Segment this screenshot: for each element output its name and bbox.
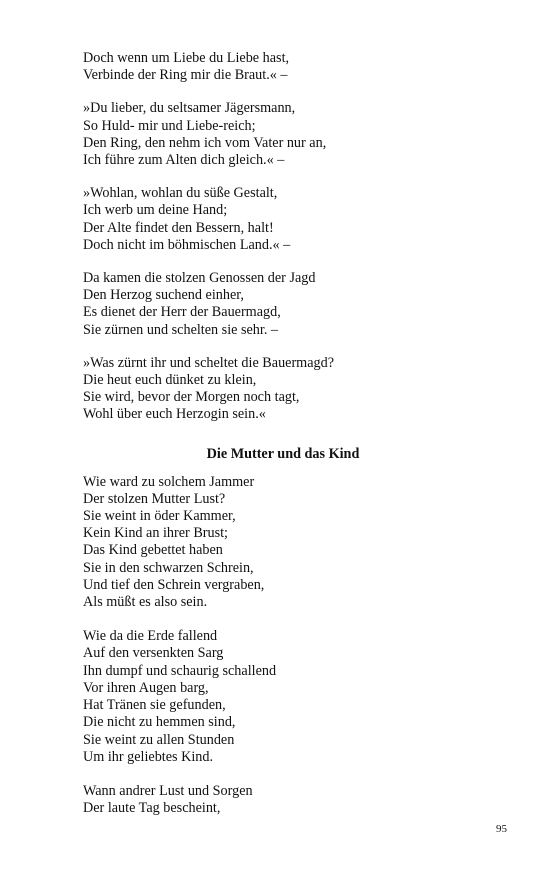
verse-line: Auf den versenkten Sarg — [83, 645, 224, 662]
verse-line: Ihn dumpf und schaurig schallend — [83, 662, 277, 679]
stanza — [83, 185, 483, 254]
verse-line: Den Ring, den nehm ich vom Vater nur an, — [83, 134, 327, 151]
verse-line: Kein Kind an ihrer Brust; — [83, 525, 228, 542]
stanza — [83, 783, 483, 817]
verse-line: Doch wenn um Liebe du Liebe hast, — [83, 50, 290, 66]
verse-line: Um ihr geliebtes Kind. — [83, 748, 214, 765]
stanza — [83, 50, 483, 84]
stanza — [83, 100, 483, 169]
verse-line: Hat Tränen sie gefunden, — [83, 697, 226, 714]
verse-line: Sie zürnen und schelten sie sehr. – — [83, 321, 279, 338]
verse-line: Und tief den Schrein vergraben, — [83, 576, 265, 593]
verse-line: Der Alte findet den Bessern, halt! — [83, 219, 274, 236]
verse-line: Das Kind gebettet haben — [83, 542, 223, 559]
verse-line: »Was zürnt ihr und scheltet die Bauermagd? — [83, 354, 334, 371]
page-number: 95 — [496, 823, 507, 835]
verse-line: Verbinde der Ring mir die Braut.« – — [83, 67, 288, 84]
stanza — [83, 474, 483, 612]
verse-line: So Huld- mir und Liebe-reich; — [83, 117, 256, 134]
stanza — [83, 355, 483, 424]
verse-line: Wie da die Erde fallend — [83, 628, 218, 645]
verse-line: Ich werb um deine Hand; — [83, 202, 228, 219]
verse-line: Doch nicht im böhmischen Land.« – — [83, 236, 291, 253]
verse-line: Der laute Tag bescheint, — [83, 800, 221, 817]
verse-line: Vor ihren Augen barg, — [83, 679, 209, 696]
verse-line: Da kamen die stolzen Genossen der Jagd — [83, 270, 316, 287]
verse-line: Wie ward zu solchem Jammer — [83, 473, 255, 490]
poem-title: Die Mutter und das Kind — [206, 445, 360, 462]
verse-line: »Du lieber, du seltsamer Jägersmann, — [83, 100, 296, 117]
stanza — [83, 270, 483, 339]
text-column — [83, 50, 483, 817]
verse-line: Als müßt es also sein. — [83, 594, 208, 611]
verse-line: Die nicht zu hemmen sind, — [83, 714, 236, 731]
verse-line: Der stolzen Mutter Lust? — [83, 490, 226, 507]
verse-line: Die heut euch dünket zu klein, — [83, 372, 257, 389]
stanza — [83, 628, 483, 766]
verse-line: Es dienet der Herr der Bauermagd, — [83, 304, 281, 321]
verse-line: Sie weint zu allen Stunden — [83, 731, 235, 748]
verse-line: »Wohlan, wohlan du süße Gestalt, — [83, 185, 278, 202]
verse-line: Sie in den schwarzen Schrein, — [83, 559, 254, 576]
verse-line: Wohl über euch Herzogin sein.« — [83, 406, 266, 423]
verse-line: Wann andrer Lust und Sorgen — [83, 782, 253, 799]
verse-line: Sie weint in öder Kammer, — [83, 508, 236, 525]
verse-line: Ich führe zum Alten dich gleich.« – — [83, 152, 285, 169]
verse-line: Sie wird, bevor der Morgen noch tagt, — [83, 389, 300, 406]
verse-line: Den Herzog suchend einher, — [83, 287, 244, 304]
